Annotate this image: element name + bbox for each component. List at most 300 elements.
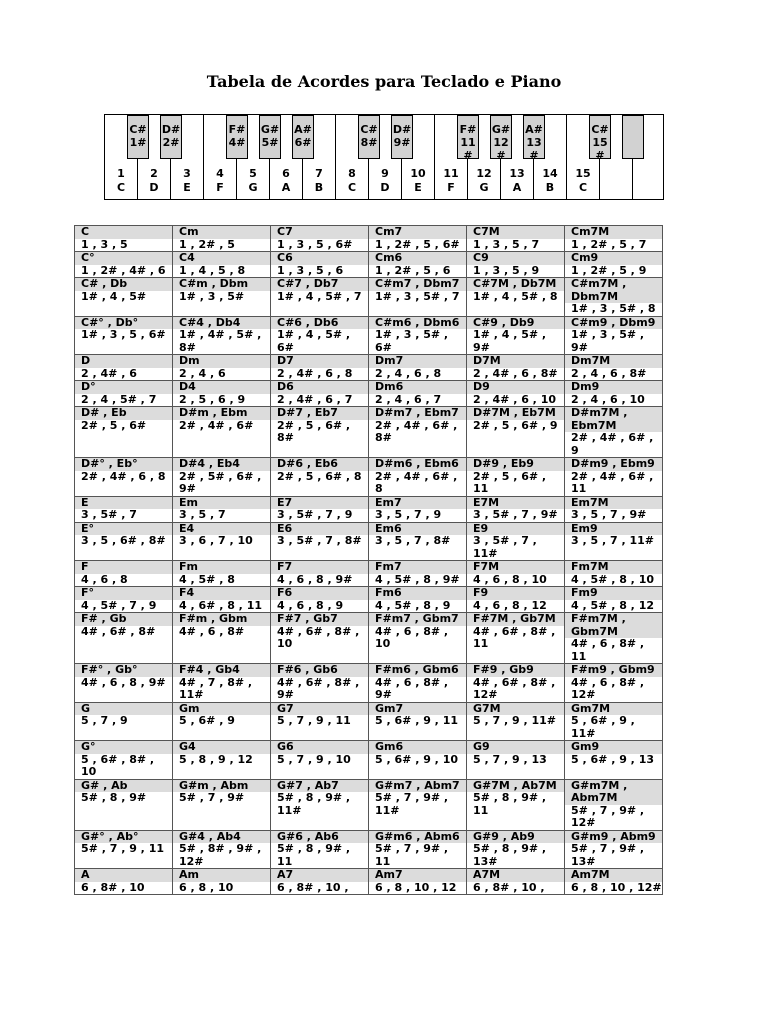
- white-key-note: G: [248, 181, 258, 194]
- chord-keys: 6 , 8# , 10 ,: [473, 880, 545, 894]
- chord-name: F#4 , Gb4: [173, 664, 270, 677]
- white-key-note: D: [149, 181, 159, 194]
- chord-name: C#9 , Db9: [467, 317, 564, 330]
- chord-cell: [565, 741, 663, 780]
- chord-keys: 2 , 4# , 6 , 10: [473, 392, 556, 406]
- chord-keys: 5# , 7 , 9# , 13#: [571, 842, 645, 868]
- chord-cell: [173, 252, 271, 278]
- chord-keys: 5# , 7 , 9#: [179, 791, 245, 804]
- chord-cell: [369, 587, 467, 613]
- chord-name: G#° , Ab°: [75, 831, 172, 844]
- chord-keys: 4# , 6 , 8# , 11: [571, 637, 645, 663]
- chord-name: E7: [271, 497, 368, 510]
- chord-name: C#m7M , Dbm7M: [565, 278, 662, 303]
- chord-cell: [467, 458, 565, 497]
- chord-keys: 1 , 3 , 5 , 6#: [277, 237, 353, 251]
- chord-name: Gm6: [369, 741, 466, 754]
- chord-keys: 2 , 4 , 5# , 7: [81, 392, 157, 406]
- chord-cell: [173, 316, 271, 355]
- chord-name: D#m7 , Ebm7: [369, 407, 466, 420]
- chord-cell: [271, 407, 369, 458]
- chord-keys: 1 , 3 , 5 , 7: [473, 237, 540, 251]
- chord-cell: [565, 278, 663, 317]
- chord-name: C#m , Dbm: [173, 278, 270, 291]
- chord-name: G#4 , Ab4: [173, 831, 270, 844]
- chord-keys: 1 , 2# , 5 , 6: [375, 263, 451, 277]
- chord-name: F#m , Gbm: [173, 613, 270, 626]
- chord-name: F7M: [467, 561, 564, 574]
- chord-keys: 1 , 2# , 5: [179, 237, 235, 251]
- chord-cell: [369, 702, 467, 741]
- chord-keys: 4 , 5# , 8 , 9: [375, 598, 451, 612]
- chord-keys: 5# , 8 , 9# , 11: [277, 842, 351, 868]
- chord-cell: [75, 496, 173, 522]
- chord-cell: [75, 381, 173, 407]
- chord-name: Em6: [369, 523, 466, 536]
- chord-name: G: [75, 703, 172, 716]
- chord-keys: 2# , 5 , 6# , 8#: [277, 418, 351, 444]
- chord-keys: 1 , 3 , 5 , 9: [473, 263, 540, 277]
- chord-cell: [565, 830, 663, 869]
- black-key-label: G# 5#: [260, 123, 280, 149]
- chord-cell: [173, 458, 271, 497]
- chord-keys: 1# , 4 , 5# , 7: [277, 289, 362, 303]
- chord-row: [75, 702, 663, 741]
- chord-keys: 3 , 5 , 7 , 9: [375, 508, 442, 521]
- chord-name: F#m6 , Gbm6: [369, 664, 466, 677]
- chord-keys: 3 , 6 , 7 , 10: [179, 534, 253, 547]
- chord-keys: 5 , 7 , 9: [81, 714, 128, 727]
- white-key-number: 12: [476, 167, 492, 180]
- chord-keys: 2# , 5 , 6# , 11: [473, 469, 547, 495]
- chord-cell: [75, 407, 173, 458]
- chord-cell: [467, 830, 565, 869]
- black-key-label: C# 1#: [129, 123, 147, 149]
- chord-cell: [369, 613, 467, 664]
- chord-keys: 2 , 5 , 6 , 9: [179, 392, 246, 406]
- chord-keys: 5 , 6# , 9 , 10: [375, 752, 458, 766]
- chord-cell: [75, 741, 173, 780]
- chord-name: Cm7: [369, 226, 466, 239]
- white-key-note: A: [512, 181, 522, 194]
- chord-keys: 1# , 3 , 5# , 9#: [571, 328, 645, 354]
- chord-name: G#6 , Ab6: [271, 831, 368, 844]
- chord-name: E°: [75, 523, 172, 536]
- chord-name: F#9 , Gb9: [467, 664, 564, 677]
- chord-name: D# , Eb: [75, 407, 172, 420]
- chord-keys: 4# , 6# , 8# , 10: [277, 624, 360, 650]
- chord-cell: [467, 252, 565, 278]
- chord-cell: [565, 316, 663, 355]
- chord-keys: 6 , 8# , 10 ,: [277, 880, 349, 894]
- chord-cell: [565, 496, 663, 522]
- chord-row: [75, 741, 663, 780]
- chord-cell: [75, 702, 173, 741]
- chord-name: D6: [271, 381, 368, 394]
- chord-keys: 4 , 5# , 7 , 9: [81, 598, 157, 612]
- chord-cell: [75, 664, 173, 703]
- chord-cell: [75, 779, 173, 830]
- chord-cell: [467, 355, 565, 381]
- chord-name: F6: [271, 587, 368, 600]
- chord-keys: 1 , 2# , 5 , 9: [571, 263, 647, 277]
- chord-cell: [369, 496, 467, 522]
- chord-name: C#° , Db°: [75, 317, 172, 330]
- chord-keys: 2# , 4# , 6 , 8: [81, 469, 166, 483]
- chord-cell: [75, 613, 173, 664]
- chord-name: D: [75, 355, 172, 368]
- chord-cell: [369, 664, 467, 703]
- black-key: [622, 115, 644, 159]
- chord-keys: 2# , 4# , 6# , 8: [375, 469, 458, 495]
- chord-row: [75, 458, 663, 497]
- chord-cell: [271, 226, 369, 252]
- chord-name: F#7 , Gb7: [271, 613, 368, 626]
- chord-cell: [75, 355, 173, 381]
- chord-keys: 2# , 4# , 6# , 8#: [375, 418, 458, 444]
- chord-name: C#m9 , Dbm9: [565, 317, 662, 330]
- chord-name: Em9: [565, 523, 662, 536]
- white-key-note: C: [347, 181, 357, 194]
- white-key-number: 3: [183, 167, 191, 180]
- chord-cell: [75, 830, 173, 869]
- white-key-number: 11: [443, 167, 459, 180]
- chord-name: Dm7M: [565, 355, 662, 368]
- black-key-label: C# 8#: [360, 123, 378, 149]
- page-title: Tabela de Acordes para Teclado e Piano: [206, 72, 562, 91]
- chord-cell: [369, 226, 467, 252]
- chord-keys: 4 , 6 , 8 , 12: [473, 598, 547, 612]
- chord-name: A: [75, 869, 172, 882]
- chord-keys: 3 , 5 , 7 , 9#: [571, 508, 647, 521]
- chord-name: F#m7 , Gbm7: [369, 613, 466, 626]
- chord-cell: [565, 664, 663, 703]
- chord-name: Fm: [173, 561, 270, 574]
- black-key-label: F# 11 #: [459, 123, 477, 162]
- chord-name: Fm6: [369, 587, 466, 600]
- chord-cell: [271, 252, 369, 278]
- chord-cell: [173, 407, 271, 458]
- chord-keys: 1# , 4# , 5# , 8#: [179, 328, 262, 354]
- chord-keys: 2 , 4# , 6: [81, 366, 137, 380]
- chord-keys: 4# , 6 , 8# , 10: [375, 624, 449, 650]
- chord-name: F# , Gb: [75, 613, 172, 626]
- chord-keys: 5# , 8 , 9#: [81, 791, 147, 804]
- white-key-note: D: [380, 181, 390, 194]
- white-key-note: E: [183, 181, 191, 194]
- chord-keys: 1 , 3 , 5: [81, 237, 128, 251]
- chord-name: D#° , Eb°: [75, 458, 172, 471]
- chord-row: [75, 664, 663, 703]
- chord-keys: 5 , 8 , 9 , 12: [179, 752, 253, 766]
- chord-cell: [173, 741, 271, 780]
- black-key-label: D# 9#: [392, 123, 412, 149]
- chord-name: C6: [271, 252, 368, 265]
- chord-row: [75, 613, 663, 664]
- chord-cell: [467, 869, 565, 895]
- chord-row: [75, 869, 663, 895]
- chord-keys: 4 , 6 , 8 , 10: [473, 572, 547, 586]
- chord-cell: [271, 522, 369, 561]
- chord-name: E6: [271, 523, 368, 536]
- chord-cell: [75, 458, 173, 497]
- chord-keys: 4# , 6# , 8# , 11: [473, 624, 556, 650]
- chord-cell: [75, 252, 173, 278]
- chord-name: Am7M: [565, 869, 662, 882]
- white-key-number: 10: [410, 167, 426, 180]
- chord-cell: [173, 702, 271, 741]
- chord-row: [75, 316, 663, 355]
- chord-cell: [75, 316, 173, 355]
- chord-name: G7M: [467, 703, 564, 716]
- chord-name: D#4 , Eb4: [173, 458, 270, 471]
- chord-cell: [565, 458, 663, 497]
- white-key-note: F: [447, 181, 455, 194]
- chord-cell: [173, 355, 271, 381]
- chord-cell: [369, 522, 467, 561]
- chord-keys: 4 , 5# , 8 , 10: [571, 572, 654, 586]
- chord-name: F4: [173, 587, 270, 600]
- chord-keys: 5# , 7 , 9# , 11: [375, 842, 449, 868]
- white-key-number: 14: [542, 167, 558, 180]
- chord-name: F°: [75, 587, 172, 600]
- black-key-label: A# 13 #: [525, 123, 543, 162]
- chord-name: D#7M , Eb7M: [467, 407, 564, 420]
- chord-name: E9: [467, 523, 564, 536]
- chord-keys: 2# , 5 , 6# , 8: [277, 469, 362, 483]
- chord-cell: [173, 613, 271, 664]
- chord-keys: 4 , 5# , 8: [179, 572, 235, 586]
- chord-cell: [271, 587, 369, 613]
- chord-keys: 3 , 5 , 7: [179, 508, 226, 521]
- chord-cell: [467, 407, 565, 458]
- chord-name: D#6 , Eb6: [271, 458, 368, 471]
- chord-keys: 5# , 8# , 9# , 12#: [179, 842, 262, 868]
- chord-name: C7: [271, 226, 368, 239]
- chord-cell: [565, 252, 663, 278]
- chord-name: Em7M: [565, 497, 662, 510]
- chord-row: [75, 522, 663, 561]
- chord-keys: 1# , 4 , 5# , 9#: [473, 328, 547, 354]
- chord-keys: 4# , 7 , 8# , 11#: [179, 675, 253, 701]
- chord-name: C7M: [467, 226, 564, 239]
- chord-name: C#4 , Db4: [173, 317, 270, 330]
- white-key-note: F: [216, 181, 224, 194]
- chord-name: G#m , Abm: [173, 780, 270, 793]
- chord-cell: [173, 561, 271, 587]
- chord-cell: [467, 702, 565, 741]
- chord-cell: [565, 587, 663, 613]
- chord-keys: 5# , 8 , 9# , 11#: [277, 791, 351, 817]
- chord-name: F: [75, 561, 172, 574]
- chord-cell: [369, 779, 467, 830]
- chord-name: Dm: [173, 355, 270, 368]
- chord-name: C#7M , Db7M: [467, 278, 564, 291]
- chord-name: D#m7M , Ebm7M: [565, 407, 662, 432]
- chord-cell: [565, 355, 663, 381]
- chord-name: G# , Ab: [75, 780, 172, 793]
- chord-cell: [565, 226, 663, 252]
- chord-name: Em: [173, 497, 270, 510]
- chord-cell: [369, 316, 467, 355]
- chord-cell: [467, 561, 565, 587]
- chord-keys: 2 , 4 , 6 , 7: [375, 392, 442, 406]
- chord-name: C#7 , Db7: [271, 278, 368, 291]
- white-key-number: 7: [315, 167, 323, 180]
- chord-cell: [467, 278, 565, 317]
- piano-keyboard-diagram: [104, 114, 664, 200]
- white-key-note: E: [414, 181, 422, 194]
- chord-keys: 2# , 5 , 6#: [81, 418, 147, 432]
- chord-name: Am7: [369, 869, 466, 882]
- white-key-number: 1: [117, 167, 125, 180]
- chord-name: Dm6: [369, 381, 466, 394]
- chord-name: G#m7M , Abm7M: [565, 780, 662, 805]
- chord-cell: [173, 278, 271, 317]
- chord-keys: 1# , 3 , 5# , 6#: [375, 328, 449, 354]
- chord-cell: [75, 278, 173, 317]
- chord-cell: [271, 613, 369, 664]
- black-key-label: C# 15 #: [591, 123, 609, 162]
- chord-name: D#9 , Eb9: [467, 458, 564, 471]
- chord-keys: 4# , 6 , 8 , 9#: [81, 675, 166, 689]
- chord-name: C#6 , Db6: [271, 317, 368, 330]
- chord-keys: 2# , 4# , 6# , 11: [571, 469, 654, 495]
- chord-cell: [75, 561, 173, 587]
- chord-keys: 5 , 6# , 8# , 10: [81, 752, 155, 778]
- chord-cell: [173, 664, 271, 703]
- chord-name: Gm7: [369, 703, 466, 716]
- chord-name: G4: [173, 741, 270, 754]
- chord-name: A7: [271, 869, 368, 882]
- chord-cell: [271, 702, 369, 741]
- chord-name: D4: [173, 381, 270, 394]
- chord-name: E: [75, 497, 172, 510]
- chord-name: G#7 , Ab7: [271, 780, 368, 793]
- chord-keys: 5 , 7 , 9 , 11: [277, 714, 351, 727]
- chord-name: F#° , Gb°: [75, 664, 172, 677]
- chord-name: Gm9: [565, 741, 662, 754]
- chord-keys: 5 , 7 , 9 , 11#: [473, 714, 556, 727]
- chord-cell: [565, 522, 663, 561]
- chord-cell: [369, 561, 467, 587]
- white-key-number: 9: [381, 167, 389, 180]
- chord-keys: 3 , 5 , 7 , 11#: [571, 534, 654, 547]
- chord-keys: 5 , 7 , 9 , 13: [473, 752, 547, 766]
- chord-cell: [271, 869, 369, 895]
- chord-cell: [173, 226, 271, 252]
- chord-cell: [467, 741, 565, 780]
- white-key-number: 4: [216, 167, 224, 180]
- chord-name: D°: [75, 381, 172, 394]
- chord-name: C9: [467, 252, 564, 265]
- chord-name: Am: [173, 869, 270, 882]
- chord-keys: 1 , 2# , 5 , 7: [571, 237, 647, 251]
- chord-keys: 2 , 4 , 6 , 8: [375, 366, 442, 380]
- black-key-label: D# 2#: [161, 123, 181, 149]
- chord-name: F7: [271, 561, 368, 574]
- chord-keys: 5# , 7 , 9 , 11: [81, 842, 164, 855]
- chord-keys: 5 , 6# , 9 , 11: [375, 714, 458, 727]
- chord-keys: 4 , 5# , 8 , 12: [571, 598, 654, 612]
- chord-name: Cm: [173, 226, 270, 239]
- chord-name: Dm7: [369, 355, 466, 368]
- white-key-note: C: [578, 181, 588, 194]
- chord-cell: [369, 830, 467, 869]
- chord-keys: 1 , 2# , 4# , 6: [81, 263, 166, 277]
- chord-cell: [369, 458, 467, 497]
- white-key-note: B: [314, 181, 324, 194]
- chord-name: E4: [173, 523, 270, 536]
- chord-keys: 4 , 5# , 8 , 9#: [375, 572, 460, 586]
- chord-name: Dm9: [565, 381, 662, 394]
- chord-keys: 4# , 6 , 8#: [179, 624, 245, 638]
- chord-name: D9: [467, 381, 564, 394]
- chord-name: G#7M , Ab7M: [467, 780, 564, 793]
- chord-cell: [271, 496, 369, 522]
- chord-keys: 3 , 5 , 6# , 8#: [81, 534, 166, 547]
- chord-cell: [75, 226, 173, 252]
- chord-cell: [173, 496, 271, 522]
- chord-cell: [467, 381, 565, 407]
- chord-keys: 2# , 5 , 6# , 9: [473, 418, 558, 432]
- chord-cell: [565, 702, 663, 741]
- chord-cell: [467, 316, 565, 355]
- chord-cell: [173, 522, 271, 561]
- black-key-label: A# 6#: [294, 123, 312, 149]
- white-key-number: 8: [348, 167, 356, 180]
- chord-row: [75, 226, 663, 252]
- chord-cell: [173, 381, 271, 407]
- chord-keys: 4 , 6 , 8 , 9#: [277, 572, 353, 586]
- chord-name: Fm9: [565, 587, 662, 600]
- chord-keys: 2 , 4 , 6 , 8#: [571, 366, 647, 380]
- white-key-note: A: [281, 181, 291, 194]
- chord-keys: 1# , 4 , 5# , 8: [473, 289, 558, 303]
- chord-row: [75, 381, 663, 407]
- chord-name: G#m9 , Abm9: [565, 831, 662, 844]
- chord-keys: 5 , 6# , 9: [179, 714, 235, 727]
- chord-keys: 6 , 8 , 10 , 12#: [571, 880, 662, 894]
- chord-keys: 1 , 3 , 5 , 6: [277, 263, 344, 277]
- chord-cell: [271, 664, 369, 703]
- chord-keys: 4# , 6 , 8# , 9#: [375, 675, 449, 701]
- chord-cell: [565, 613, 663, 664]
- chord-name: A7M: [467, 869, 564, 882]
- chord-cell: [271, 278, 369, 317]
- chord-name: Gm: [173, 703, 270, 716]
- chord-row: [75, 355, 663, 381]
- chord-name: Cm7M: [565, 226, 662, 239]
- chord-keys: 2# , 4# , 6# , 9: [571, 431, 654, 457]
- chord-keys: 4 , 6 , 8 , 9: [277, 598, 344, 612]
- chord-keys: 1# , 3 , 5# , 8: [571, 302, 656, 315]
- chord-name: F9: [467, 587, 564, 600]
- chord-cell: [369, 381, 467, 407]
- chord-keys: 1 , 4 , 5 , 8: [179, 263, 246, 277]
- chord-keys: 3 , 5# , 7 , 11#: [473, 534, 537, 560]
- white-key-number: 13: [509, 167, 525, 180]
- chord-cell: [271, 830, 369, 869]
- chord-name: Cm9: [565, 252, 662, 265]
- chord-keys: 1 , 2# , 5 , 6#: [375, 237, 460, 251]
- chord-row: [75, 779, 663, 830]
- chord-name: C°: [75, 252, 172, 265]
- chord-row: [75, 830, 663, 869]
- chord-name: C#m6 , Dbm6: [369, 317, 466, 330]
- chord-cell: [467, 522, 565, 561]
- white-key-note: B: [545, 181, 555, 194]
